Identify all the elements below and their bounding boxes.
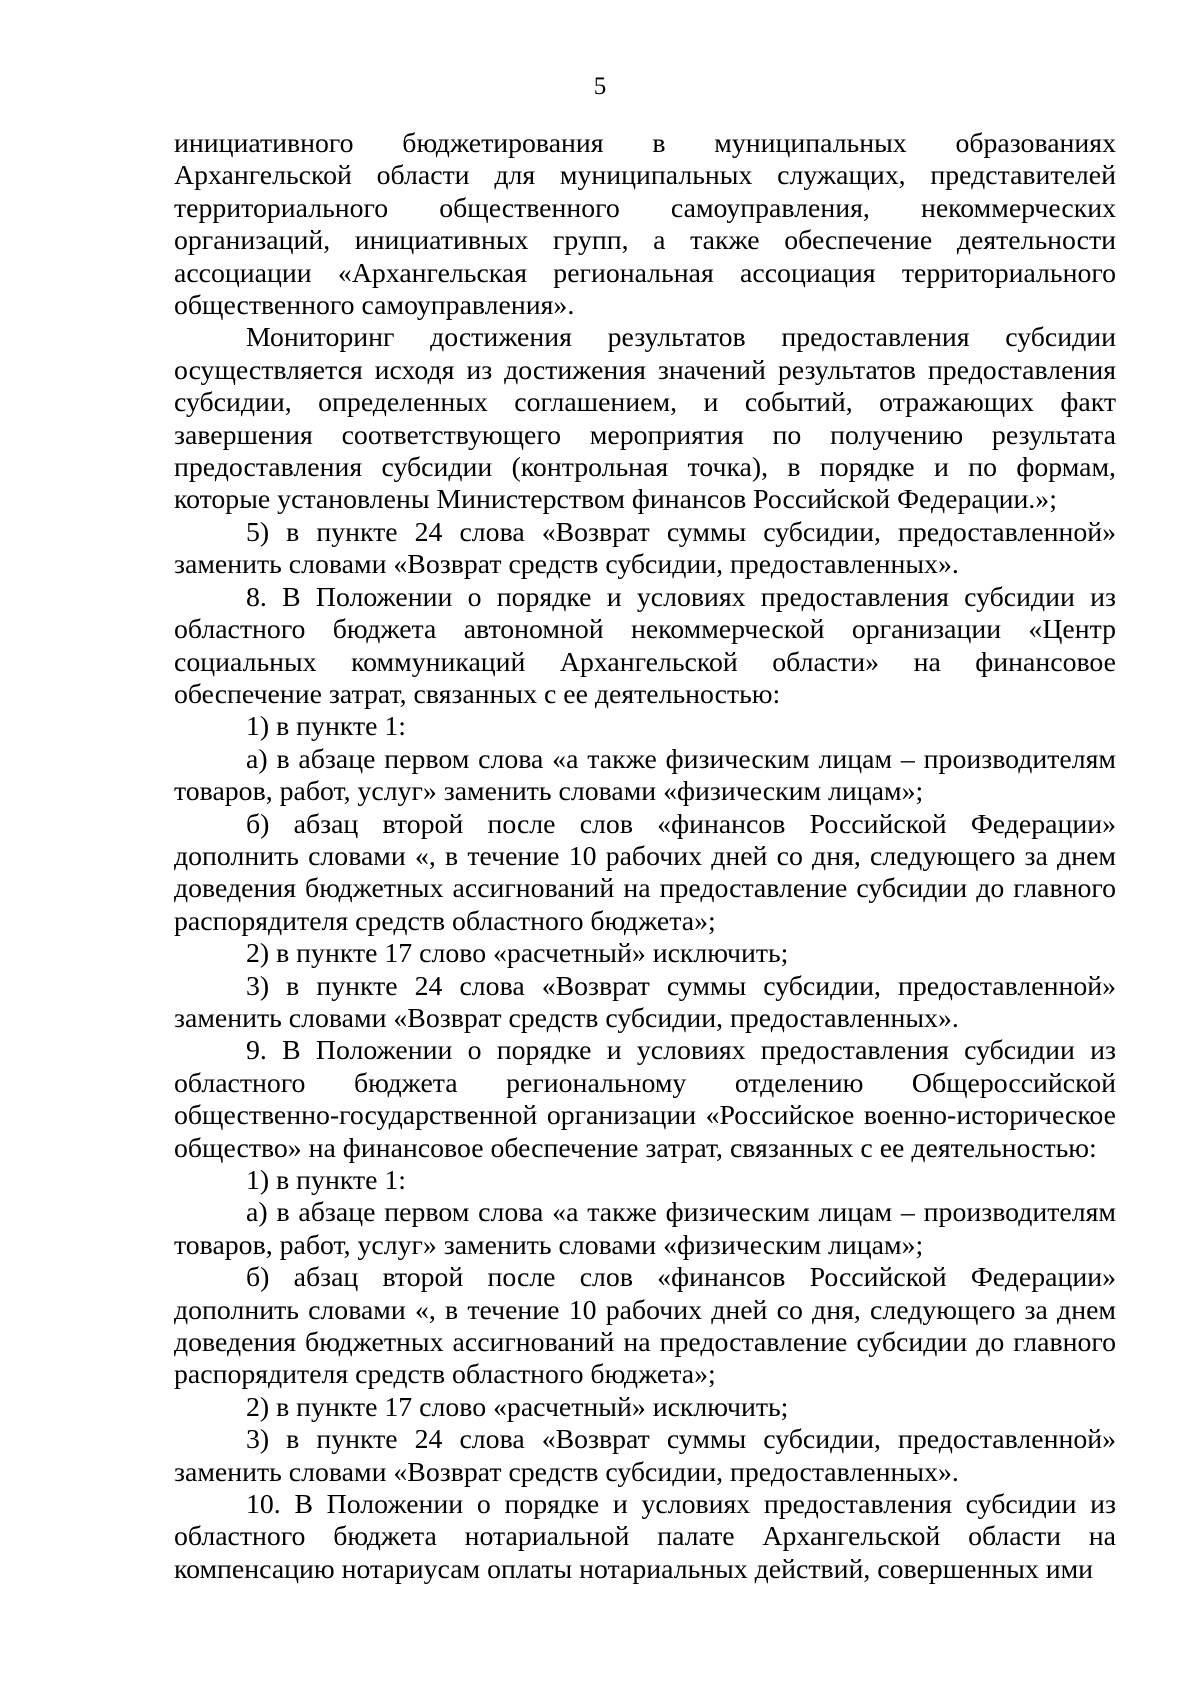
paragraph-s9-item-1b: б) абзац второй после слов «финансов Российской Федерации» дополнить словами «, в течение 10 рабочих дней со дня, следующего за днем доведения бюджетных ассигнований на предоставление субсидии до главного распорядителя средств областного бюджета»; [174,1262,1116,1391]
paragraph-s8-item-1b: б) абзац второй после слов «финансов Российской Федерации» дополнить словами «, в течение 10 рабочих дней со дня, следующего за днем доведения бюджетных ассигнований на предоставление субсидии до главного распорядителя средств областного бюджета»; [174,808,1116,937]
paragraph-s9-item-1: 1) в пункте 1: [246,1165,407,1196]
paragraph-section-10: 10. В Положении о порядке и условиях предоставления субсидии из областного бюджета нотариальной палате Архангельской области на компенсацию нотариусам оплаты нотариальных действий, совершенных ими [174,1489,1116,1585]
paragraph-section-9: 9. В Положении о порядке и условиях предоставления субсидии из областного бюджета региональному отделению Общероссийской общественно-государственной организации «Российское военно-историческое общество» на финансовое обеспечение затрат, связанных с ее деятельностью: [174,1035,1116,1164]
page-number: 5 [593,73,607,100]
paragraph-s8-item-1a: а) в абзаце первом слова «а также физическим лицам – производителям товаров, работ, услуг» заменить словами «физическим лицам»; [174,743,1116,808]
paragraph-monitoring: Мониторинг достижения результатов предоставления субсидии осуществляется исходя из достижения значений результатов предоставления субсидии, определенных соглашением, и событий, отражающих факт завершения соответствующего мероприятия по получению результата предоставления субсидии (контрольная точка), в порядке и по формам, которые установлены Министерством финансов Российской Федерации.»; [174,322,1116,516]
paragraph-item-5: 5) в пункте 24 слова «Возврат суммы субсидии, предоставленной» заменить словами «Возврат средств субсидии, предоставленных». [174,516,1116,581]
paragraph-s8-item-2: 2) в пункте 17 слово «расчетный» исключить; [246,938,789,970]
paragraph-continuation: инициативного бюджетирования в муниципальных образованиях Архангельской области для муниципальных служащих, представителей территориального общественного самоуправления, некоммерческих организаций, инициативных групп, а также обеспечение деятельности ассоциации «Архангельская региональная ассоциация территориального общественного самоуправления». [174,128,1116,322]
document-body [174,128,1116,1586]
paragraph-s9-item-2: 2) в пункте 17 слово «расчетный» исключить; [246,1391,789,1423]
paragraph-section-8: 8. В Положении о порядке и условиях предоставления субсидии из областного бюджета автономной некоммерческой организации «Центр социальных коммуникаций Архангельской области» на финансовое обеспечение затрат, связанных с ее деятельностью: [174,581,1116,710]
paragraph-s8-item-3: 3) в пункте 24 слова «Возврат суммы субсидии, предоставленной» заменить словами «Возврат средств субсидии, предоставленных». [174,970,1116,1034]
paragraph-s8-item-1: 1) в пункте 1: [246,711,407,743]
paragraph-s9-item-3: 3) в пункте 24 слова «Возврат суммы субсидии, предоставленной» заменить словами «Возврат средств субсидии, предоставленных». [174,1424,1116,1488]
paragraph-s9-item-1a: а) в абзаце первом слова «а также физическим лицам – производителям товаров, работ, услуг» заменить словами «физическим лицам»; [174,1197,1116,1261]
